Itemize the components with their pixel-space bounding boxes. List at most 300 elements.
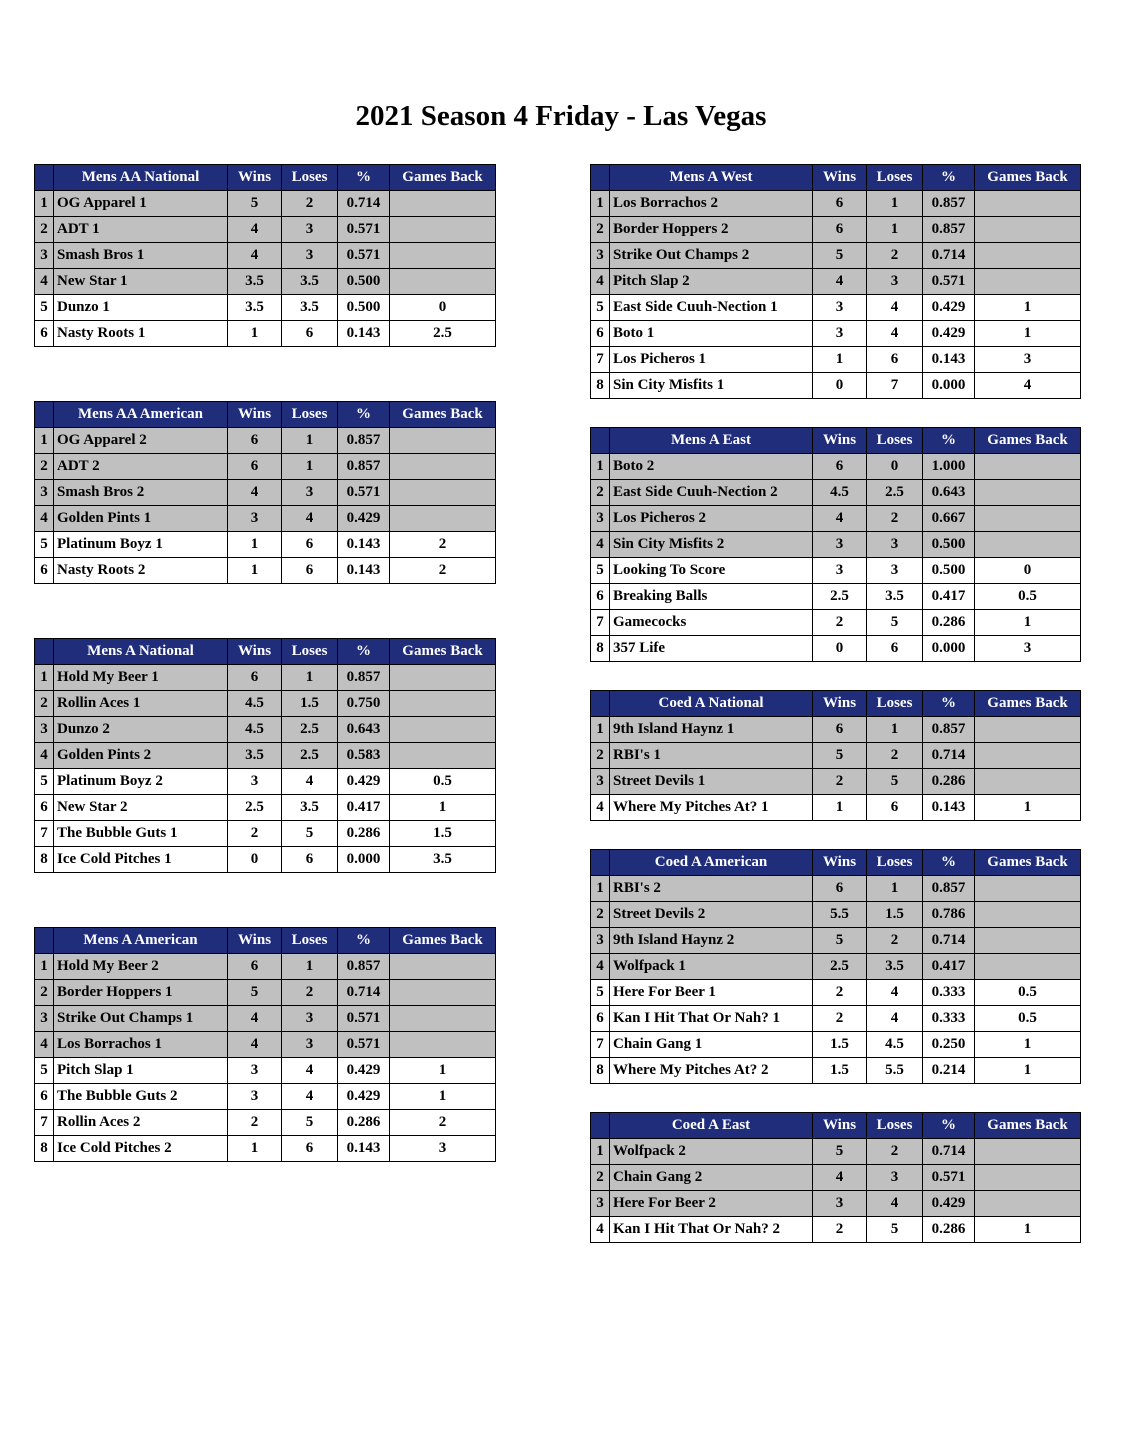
wins-cell: 2 <box>228 821 282 847</box>
team-row <box>35 191 496 217</box>
games-back-column-header: Games Back <box>975 1113 1081 1139</box>
pct-cell: 0.571 <box>338 1006 390 1032</box>
loses-cell: 2.5 <box>282 743 338 769</box>
team-name-cell: The Bubble Guts 1 <box>54 821 228 847</box>
team-row <box>35 269 496 295</box>
loses-cell: 3 <box>282 480 338 506</box>
rank-cell: 6 <box>35 795 54 821</box>
team-row <box>591 954 1081 980</box>
division-name-header: Mens A West <box>610 165 813 191</box>
rank-cell: 1 <box>591 717 610 743</box>
rank-cell: 3 <box>591 769 610 795</box>
division-name-header: Coed A National <box>610 691 813 717</box>
wins-cell: 5 <box>813 743 867 769</box>
rank-cell: 7 <box>35 821 54 847</box>
standings-table-mens-a-american <box>34 927 496 1162</box>
wins-cell: 5 <box>813 1139 867 1165</box>
pct-cell: 0.429 <box>338 769 390 795</box>
wins-cell: 6 <box>228 428 282 454</box>
team-row <box>591 636 1081 662</box>
games-back-cell <box>975 717 1081 743</box>
games-back-cell <box>975 191 1081 217</box>
team-name-cell: Platinum Boyz 1 <box>54 532 228 558</box>
standings-table-mens-aa-national <box>34 164 496 347</box>
wins-column-header: Wins <box>228 639 282 665</box>
division-name-header: Mens A East <box>610 428 813 454</box>
games-back-cell <box>390 691 496 717</box>
wins-column-header: Wins <box>813 1113 867 1139</box>
team-row <box>35 954 496 980</box>
loses-cell: 4 <box>282 1058 338 1084</box>
pct-column-header: % <box>338 402 390 428</box>
rank-cell: 3 <box>35 1006 54 1032</box>
loses-column-header: Loses <box>867 165 923 191</box>
team-row <box>35 1058 496 1084</box>
team-name-cell: Ice Cold Pitches 2 <box>54 1136 228 1162</box>
games-back-cell <box>975 954 1081 980</box>
team-name-cell: New Star 2 <box>54 795 228 821</box>
team-row <box>591 191 1081 217</box>
games-back-cell: 2 <box>390 532 496 558</box>
wins-cell: 3 <box>813 295 867 321</box>
rank-cell: 6 <box>591 321 610 347</box>
wins-cell: 0 <box>228 847 282 873</box>
team-row <box>591 610 1081 636</box>
games-back-cell: 2.5 <box>390 321 496 347</box>
pct-cell: 0.571 <box>923 1165 975 1191</box>
loses-cell: 2 <box>867 243 923 269</box>
rank-cell: 2 <box>35 691 54 717</box>
wins-cell: 2 <box>813 610 867 636</box>
pct-column-header: % <box>923 691 975 717</box>
standings-table-mens-a-west <box>590 164 1081 399</box>
team-row <box>35 295 496 321</box>
loses-cell: 1 <box>867 876 923 902</box>
wins-cell: 0 <box>813 373 867 399</box>
games-back-column-header: Games Back <box>390 928 496 954</box>
wins-cell: 6 <box>813 717 867 743</box>
team-name-cell: Smash Bros 1 <box>54 243 228 269</box>
loses-cell: 3 <box>282 1006 338 1032</box>
loses-cell: 5 <box>282 821 338 847</box>
wins-cell: 3 <box>228 506 282 532</box>
rank-cell: 4 <box>35 269 54 295</box>
header-row <box>591 165 1081 191</box>
loses-cell: 3 <box>867 1165 923 1191</box>
team-name-cell: OG Apparel 1 <box>54 191 228 217</box>
loses-cell: 3 <box>282 217 338 243</box>
games-back-cell: 0.5 <box>975 584 1081 610</box>
pct-cell: 0.714 <box>338 191 390 217</box>
team-row <box>35 795 496 821</box>
wins-cell: 3 <box>228 1084 282 1110</box>
rank-column-header <box>35 402 54 428</box>
games-back-cell: 1 <box>975 1217 1081 1243</box>
wins-cell: 3 <box>228 1058 282 1084</box>
wins-cell: 6 <box>813 876 867 902</box>
loses-cell: 2 <box>867 506 923 532</box>
games-back-cell: 2 <box>390 1110 496 1136</box>
rank-cell: 6 <box>35 321 54 347</box>
rank-cell: 8 <box>591 373 610 399</box>
loses-cell: 1.5 <box>282 691 338 717</box>
pct-cell: 0.429 <box>923 321 975 347</box>
games-back-cell <box>975 902 1081 928</box>
games-back-cell <box>975 269 1081 295</box>
rank-cell: 8 <box>35 1136 54 1162</box>
team-name-cell: Los Borrachos 1 <box>54 1032 228 1058</box>
pct-cell: 0.286 <box>338 1110 390 1136</box>
team-name-cell: Dunzo 2 <box>54 717 228 743</box>
team-row <box>591 269 1081 295</box>
team-name-cell: 9th Island Haynz 1 <box>610 717 813 743</box>
games-back-cell: 0.5 <box>975 980 1081 1006</box>
wins-cell: 2 <box>813 1217 867 1243</box>
loses-column-header: Loses <box>867 428 923 454</box>
games-back-cell <box>975 480 1081 506</box>
pct-cell: 0.571 <box>338 1032 390 1058</box>
pct-cell: 0.500 <box>338 269 390 295</box>
loses-cell: 5 <box>867 610 923 636</box>
loses-cell: 1 <box>282 454 338 480</box>
rank-cell: 3 <box>591 928 610 954</box>
pct-cell: 0.571 <box>338 480 390 506</box>
loses-column-header: Loses <box>282 639 338 665</box>
loses-cell: 5 <box>867 1217 923 1243</box>
team-row <box>591 480 1081 506</box>
rank-column-header <box>35 165 54 191</box>
loses-cell: 6 <box>867 636 923 662</box>
team-row <box>591 373 1081 399</box>
rank-cell: 3 <box>591 243 610 269</box>
loses-cell: 6 <box>867 347 923 373</box>
team-row <box>591 1191 1081 1217</box>
pct-cell: 0.857 <box>338 954 390 980</box>
games-back-cell <box>975 506 1081 532</box>
pct-cell: 0.500 <box>923 558 975 584</box>
games-back-cell <box>390 243 496 269</box>
team-name-cell: Where My Pitches At? 1 <box>610 795 813 821</box>
pct-cell: 0.143 <box>923 795 975 821</box>
loses-cell: 1 <box>867 717 923 743</box>
team-name-cell: Pitch Slap 1 <box>54 1058 228 1084</box>
pct-column-header: % <box>338 639 390 665</box>
loses-cell: 2 <box>867 928 923 954</box>
team-name-cell: Golden Pints 2 <box>54 743 228 769</box>
team-row <box>35 243 496 269</box>
games-back-column-header: Games Back <box>975 691 1081 717</box>
team-name-cell: Gamecocks <box>610 610 813 636</box>
team-name-cell: Looking To Score <box>610 558 813 584</box>
team-row <box>591 795 1081 821</box>
wins-cell: 4 <box>228 1006 282 1032</box>
division-name-header: Mens A National <box>54 639 228 665</box>
loses-cell: 4 <box>867 1191 923 1217</box>
loses-cell: 7 <box>867 373 923 399</box>
header-row <box>591 691 1081 717</box>
team-row <box>591 295 1081 321</box>
rank-column-header <box>591 1113 610 1139</box>
loses-cell: 3 <box>282 1032 338 1058</box>
rank-cell: 1 <box>35 191 54 217</box>
team-name-cell: Border Hoppers 1 <box>54 980 228 1006</box>
team-name-cell: 9th Island Haynz 2 <box>610 928 813 954</box>
rank-cell: 3 <box>591 506 610 532</box>
loses-cell: 6 <box>867 795 923 821</box>
rank-cell: 6 <box>35 1084 54 1110</box>
games-back-column-header: Games Back <box>390 165 496 191</box>
pct-cell: 0.143 <box>338 321 390 347</box>
games-back-cell <box>390 1006 496 1032</box>
team-row <box>591 454 1081 480</box>
loses-column-header: Loses <box>282 165 338 191</box>
loses-column-header: Loses <box>867 850 923 876</box>
pct-cell: 0.571 <box>923 269 975 295</box>
rank-cell: 8 <box>591 636 610 662</box>
wins-cell: 4 <box>228 1032 282 1058</box>
rank-cell: 6 <box>35 558 54 584</box>
pct-cell: 0.714 <box>338 980 390 1006</box>
standings-table-coed-a-american <box>590 849 1081 1084</box>
rank-cell: 3 <box>35 717 54 743</box>
games-back-cell <box>975 532 1081 558</box>
team-name-cell: Chain Gang 1 <box>610 1032 813 1058</box>
team-row <box>591 584 1081 610</box>
team-name-cell: Hold My Beer 2 <box>54 954 228 980</box>
pct-cell: 0.417 <box>338 795 390 821</box>
rank-cell: 4 <box>591 1217 610 1243</box>
loses-cell: 1 <box>867 191 923 217</box>
games-back-cell <box>390 269 496 295</box>
team-name-cell: Kan I Hit That Or Nah? 2 <box>610 1217 813 1243</box>
rank-cell: 7 <box>591 1032 610 1058</box>
loses-cell: 4 <box>867 295 923 321</box>
team-name-cell: Nasty Roots 2 <box>54 558 228 584</box>
games-back-column-header: Games Back <box>975 165 1081 191</box>
games-back-cell <box>390 217 496 243</box>
wins-cell: 3 <box>813 1191 867 1217</box>
rank-cell: 7 <box>35 1110 54 1136</box>
pct-cell: 0.786 <box>923 902 975 928</box>
wins-cell: 4.5 <box>813 480 867 506</box>
pct-cell: 0.417 <box>923 584 975 610</box>
wins-cell: 6 <box>228 454 282 480</box>
team-row <box>35 1136 496 1162</box>
games-back-column-header: Games Back <box>975 850 1081 876</box>
rank-cell: 3 <box>591 1191 610 1217</box>
team-row <box>591 1139 1081 1165</box>
games-back-cell: 1 <box>390 795 496 821</box>
loses-cell: 3 <box>867 558 923 584</box>
games-back-cell: 4 <box>975 373 1081 399</box>
loses-cell: 4 <box>282 769 338 795</box>
games-back-cell <box>390 954 496 980</box>
wins-column-header: Wins <box>813 428 867 454</box>
rank-column-header <box>591 165 610 191</box>
pct-cell: 0.143 <box>338 1136 390 1162</box>
left-column <box>34 164 496 1216</box>
wins-cell: 3 <box>228 769 282 795</box>
pct-column-header: % <box>338 928 390 954</box>
wins-cell: 1 <box>813 347 867 373</box>
games-back-cell <box>390 191 496 217</box>
team-name-cell: Kan I Hit That Or Nah? 1 <box>610 1006 813 1032</box>
wins-column-header: Wins <box>813 691 867 717</box>
wins-cell: 1 <box>813 795 867 821</box>
games-back-cell: 0 <box>975 558 1081 584</box>
team-row <box>591 928 1081 954</box>
rank-cell: 2 <box>35 980 54 1006</box>
games-back-cell <box>975 928 1081 954</box>
team-name-cell: Ice Cold Pitches 1 <box>54 847 228 873</box>
games-back-cell <box>975 243 1081 269</box>
team-name-cell: Wolfpack 2 <box>610 1139 813 1165</box>
team-row <box>35 1006 496 1032</box>
loses-cell: 3 <box>867 532 923 558</box>
games-back-cell: 1 <box>975 295 1081 321</box>
team-name-cell: Nasty Roots 1 <box>54 321 228 347</box>
header-row <box>591 428 1081 454</box>
rank-cell: 5 <box>591 558 610 584</box>
wins-cell: 4.5 <box>228 717 282 743</box>
team-name-cell: Boto 1 <box>610 321 813 347</box>
loses-cell: 2.5 <box>867 480 923 506</box>
header-row <box>35 402 496 428</box>
pct-column-header: % <box>338 165 390 191</box>
header-row <box>35 165 496 191</box>
team-name-cell: Street Devils 2 <box>610 902 813 928</box>
games-back-column-header: Games Back <box>975 428 1081 454</box>
pct-cell: 0.143 <box>338 558 390 584</box>
wins-cell: 1 <box>228 1136 282 1162</box>
team-row <box>35 980 496 1006</box>
loses-cell: 3.5 <box>282 295 338 321</box>
rank-cell: 4 <box>35 506 54 532</box>
loses-cell: 2 <box>282 980 338 1006</box>
rank-cell: 6 <box>591 584 610 610</box>
games-back-cell: 3 <box>975 636 1081 662</box>
wins-column-header: Wins <box>228 402 282 428</box>
games-back-cell <box>390 665 496 691</box>
pct-cell: 0.000 <box>923 636 975 662</box>
rank-cell: 4 <box>591 795 610 821</box>
loses-cell: 5 <box>867 769 923 795</box>
wins-cell: 4 <box>228 243 282 269</box>
rank-cell: 1 <box>591 1139 610 1165</box>
loses-cell: 0 <box>867 454 923 480</box>
header-row <box>35 639 496 665</box>
pct-cell: 0.286 <box>923 1217 975 1243</box>
games-back-cell: 0 <box>390 295 496 321</box>
pct-column-header: % <box>923 165 975 191</box>
loses-cell: 3.5 <box>282 269 338 295</box>
right-column <box>590 164 1081 1271</box>
team-row <box>591 743 1081 769</box>
pct-cell: 0.429 <box>338 1058 390 1084</box>
standings-table-mens-aa-american <box>34 401 496 584</box>
loses-column-header: Loses <box>282 402 338 428</box>
loses-cell: 6 <box>282 847 338 873</box>
team-name-cell: The Bubble Guts 2 <box>54 1084 228 1110</box>
header-row <box>591 850 1081 876</box>
pct-cell: 0.643 <box>923 480 975 506</box>
division-name-header: Coed A East <box>610 1113 813 1139</box>
loses-column-header: Loses <box>282 928 338 954</box>
wins-cell: 4 <box>813 1165 867 1191</box>
games-back-cell: 2 <box>390 558 496 584</box>
pct-cell: 0.143 <box>923 347 975 373</box>
wins-cell: 0 <box>813 636 867 662</box>
loses-cell: 6 <box>282 321 338 347</box>
rank-cell: 1 <box>35 428 54 454</box>
wins-cell: 3.5 <box>228 743 282 769</box>
team-row <box>591 532 1081 558</box>
rank-cell: 7 <box>591 347 610 373</box>
rank-cell: 3 <box>35 243 54 269</box>
games-back-column-header: Games Back <box>390 402 496 428</box>
team-row <box>591 1032 1081 1058</box>
pct-cell: 0.250 <box>923 1032 975 1058</box>
team-row <box>35 454 496 480</box>
team-name-cell: Here For Beer 2 <box>610 1191 813 1217</box>
rank-cell: 1 <box>591 454 610 480</box>
loses-cell: 3 <box>282 243 338 269</box>
wins-cell: 5 <box>228 191 282 217</box>
wins-cell: 4 <box>813 269 867 295</box>
loses-cell: 4 <box>867 1006 923 1032</box>
wins-cell: 5 <box>813 243 867 269</box>
loses-cell: 5.5 <box>867 1058 923 1084</box>
games-back-cell <box>390 743 496 769</box>
rank-cell: 2 <box>35 217 54 243</box>
team-name-cell: Chain Gang 2 <box>610 1165 813 1191</box>
games-back-cell: 1 <box>390 1058 496 1084</box>
team-row <box>591 876 1081 902</box>
team-row <box>35 743 496 769</box>
wins-cell: 4 <box>813 506 867 532</box>
loses-cell: 3 <box>867 269 923 295</box>
pct-cell: 0.000 <box>338 847 390 873</box>
team-row <box>591 506 1081 532</box>
team-row <box>591 1006 1081 1032</box>
wins-cell: 2.5 <box>228 795 282 821</box>
rank-cell: 5 <box>35 532 54 558</box>
wins-cell: 1 <box>228 532 282 558</box>
team-name-cell: Rollin Aces 1 <box>54 691 228 717</box>
rank-cell: 4 <box>35 1032 54 1058</box>
standings-table-mens-a-national <box>34 638 496 873</box>
loses-cell: 1 <box>282 665 338 691</box>
games-back-column-header: Games Back <box>390 639 496 665</box>
team-row <box>35 691 496 717</box>
team-row <box>35 717 496 743</box>
team-name-cell: Sin City Misfits 2 <box>610 532 813 558</box>
pct-cell: 0.500 <box>338 295 390 321</box>
rank-cell: 2 <box>591 480 610 506</box>
loses-cell: 1 <box>282 954 338 980</box>
games-back-cell <box>975 1139 1081 1165</box>
team-name-cell: Breaking Balls <box>610 584 813 610</box>
team-name-cell: Pitch Slap 2 <box>610 269 813 295</box>
team-row <box>591 347 1081 373</box>
loses-cell: 4.5 <box>867 1032 923 1058</box>
rank-cell: 2 <box>591 902 610 928</box>
pct-cell: 0.214 <box>923 1058 975 1084</box>
loses-cell: 2 <box>282 191 338 217</box>
games-back-cell: 3 <box>390 1136 496 1162</box>
team-row <box>35 428 496 454</box>
team-name-cell: ADT 2 <box>54 454 228 480</box>
